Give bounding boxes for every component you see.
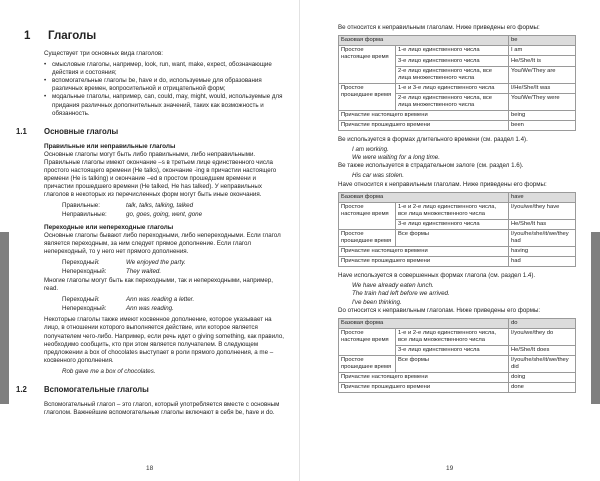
table-cell: 2-е лицо единственного числа, все лица множественного числа bbox=[396, 93, 509, 110]
section-1-2 bbox=[24, 401, 284, 417]
table-cell: Базовая форма bbox=[339, 192, 509, 202]
paragraph: Be используется в формах длительного времени (см. раздел 1.4). bbox=[338, 136, 528, 144]
example-row bbox=[62, 268, 284, 276]
table-cell: Причастие настоящего времени bbox=[339, 246, 509, 256]
table-cell: I/He/She/It was bbox=[509, 83, 576, 93]
paragraph: Have используется в совершенных формах глагола (см. раздел 1.4). bbox=[338, 272, 536, 280]
example-sentence: The train had left before we arrived. bbox=[352, 290, 450, 298]
table-cell: Причастие прошедшего времени bbox=[339, 257, 509, 267]
section-heading-1-2 bbox=[16, 385, 284, 394]
example-row bbox=[62, 211, 284, 219]
section-1-1 bbox=[24, 143, 284, 376]
paragraph: Be также используется в страдательном залоге (см. раздел 1.6). bbox=[338, 162, 524, 170]
table-cell: You/We/They are bbox=[509, 66, 576, 83]
example-sentence: We were waiting for a long time. bbox=[352, 154, 440, 162]
section-heading-1-1 bbox=[16, 127, 284, 136]
table-cell: Простое прошедшее время bbox=[339, 356, 396, 373]
table-cell: had bbox=[509, 257, 576, 267]
table-cell: He/She/It does bbox=[509, 345, 576, 355]
table-cell: Причастие прошедшего времени bbox=[339, 120, 509, 130]
example-row bbox=[62, 259, 284, 267]
section-title: Вспомогательные глаголы bbox=[44, 385, 149, 394]
table-row bbox=[339, 257, 576, 267]
chapter-number: 1 bbox=[24, 30, 31, 42]
example-sentence: We have already eaten lunch. bbox=[352, 282, 434, 290]
section-title: Основные глаголы bbox=[44, 126, 119, 136]
paragraph: Основные глаголы могут быть либо правильными, либо неправильными. Правильные глаголы имеют окончание –s в третьем лице единственного числа простого настоящего времени (He talks), окончание -ing в причастии настоящего времени (He is talking) и окончание –ed в простом прошедшем времени и причастии прошедшего времени (He talked, He has talked). У неправильных глаголов в некоторых из перечисленных форм могут быть иные окончания. bbox=[44, 150, 277, 199]
table-cell: Простое настоящее время bbox=[339, 328, 396, 355]
table-cell: Простое настоящее время bbox=[339, 202, 396, 229]
example-label: Неправильные: bbox=[62, 211, 107, 219]
example-sentence: I am working. bbox=[352, 146, 389, 154]
table-row bbox=[339, 110, 576, 120]
table-row bbox=[339, 356, 576, 373]
table-cell: 1-е и 2-е лицо единственного числа, все лица множественного числа bbox=[396, 202, 509, 219]
table-row bbox=[339, 120, 576, 130]
table-row bbox=[339, 83, 576, 93]
be-intro: Be относится к неправильным глаголам. Ниже приведены его формы: bbox=[338, 24, 540, 31]
table-cell: Простое прошедшее время bbox=[339, 229, 396, 246]
list-item: • смысловые глаголы, например, look, run, want, make, expect, обозначающие действия и состояния; bbox=[44, 61, 284, 77]
list-item: • модальные глаголы, например, can, could, may, might, would, используемые для придания различных дополнительных значений, таких как возможность и обязанность. bbox=[44, 93, 284, 117]
list-item: • вспомогательные глаголы be, have и do, используемые для образования различных времен, вопросительной и отрицательной форм; bbox=[44, 77, 284, 93]
table-cell: be bbox=[509, 36, 576, 46]
section-number: 1.1 bbox=[16, 126, 27, 136]
table-cell: been bbox=[509, 120, 576, 130]
table-cell: I/you/we/they do bbox=[509, 328, 576, 345]
table-cell: doing bbox=[509, 373, 576, 383]
table-cell: have bbox=[509, 192, 576, 202]
chapter-title: Глаголы bbox=[48, 30, 97, 42]
chapter-intro bbox=[24, 50, 284, 118]
table-row bbox=[339, 46, 576, 56]
example-row bbox=[62, 305, 284, 313]
table-cell: I/you/he/she/it/we/they had bbox=[509, 229, 576, 246]
example-value: go, goes, going, went, gone bbox=[126, 211, 203, 219]
table-row bbox=[339, 318, 576, 328]
table-cell: Базовая форма bbox=[339, 318, 509, 328]
table-cell: I/you/we/they have bbox=[509, 202, 576, 219]
table-cell: I am bbox=[509, 46, 576, 56]
table-cell: He/She/It has bbox=[509, 219, 576, 229]
table-cell: I/you/he/she/it/we/they did bbox=[509, 356, 576, 373]
have-intro: Have относится к неправильным глаголам. Ниже приведены его формы: bbox=[338, 180, 547, 188]
table-cell: 1-е и 2-е лицо единственного числа, все лица множественного числа bbox=[396, 328, 509, 345]
example-value: talk, talks, talking, talked bbox=[126, 202, 194, 210]
do-forms-table bbox=[338, 318, 576, 394]
page-number: 18 bbox=[146, 465, 154, 472]
subheading: Переходные или непереходные глаголы bbox=[44, 223, 174, 231]
table-cell: 3-е лицо единственного числа bbox=[396, 56, 509, 66]
example-label: Переходный: bbox=[62, 296, 100, 304]
example-row bbox=[62, 296, 284, 304]
table-cell: do bbox=[509, 318, 576, 328]
table-cell: having bbox=[509, 246, 576, 256]
verb-types-list bbox=[44, 61, 284, 118]
table-row bbox=[339, 229, 576, 246]
paragraph: Вспомогательный глагол – это глагол, который употребляется вместе с основным глаголом. Важнейшие вспомогательные глаголы включают в себя be, have и do. bbox=[44, 401, 280, 417]
do-intro: Do относится к неправильным глаголам. Ниже приведены его формы: bbox=[338, 306, 541, 314]
page-number: 19 bbox=[446, 465, 454, 472]
subheading: Правильные или неправильные глаголы bbox=[44, 142, 176, 150]
paragraph: Основные глаголы бывают либо переходными, либо непереходными. Если глагол является переходным, за ним следует прямое дополнение. Если глагол непереходный, то у него нет прямого дополнения. bbox=[44, 231, 281, 255]
table-cell: 1-е лицо единственного числа bbox=[396, 46, 509, 56]
table-row bbox=[339, 246, 576, 256]
chapter-heading bbox=[24, 30, 284, 42]
table-row bbox=[339, 373, 576, 383]
table-cell: being bbox=[509, 110, 576, 120]
table-cell: Простое настоящее время bbox=[339, 46, 396, 83]
table-cell: Причастие настоящего времени bbox=[339, 373, 509, 383]
table-row bbox=[339, 192, 576, 202]
table-row bbox=[339, 328, 576, 345]
table-cell: Причастие прошедшего времени bbox=[339, 383, 509, 393]
example-label: Правильные: bbox=[62, 202, 100, 210]
intro-text: Существует три основных вида глаголов: bbox=[44, 50, 163, 57]
example-value: We enjoyed the party. bbox=[126, 258, 186, 266]
table-row bbox=[339, 202, 576, 219]
table-cell: Причастие настоящего времени bbox=[339, 110, 509, 120]
table-cell: You/We/They were bbox=[509, 93, 576, 110]
example-sentence: I've been thinking. bbox=[352, 298, 402, 306]
table-cell: 3-е лицо единственного числа bbox=[396, 345, 509, 355]
table-cell: 1-е и 3-е лицо единственного числа bbox=[396, 83, 509, 93]
example-sentence: His car was stolen. bbox=[352, 172, 404, 180]
have-forms-table bbox=[338, 192, 576, 268]
table-cell: Все формы bbox=[396, 229, 509, 246]
example-row bbox=[62, 202, 284, 210]
table-row bbox=[339, 36, 576, 46]
example-value: Ann was reading. bbox=[126, 305, 174, 313]
table-cell: Базовая форма bbox=[339, 36, 509, 46]
example-label: Переходный: bbox=[62, 258, 100, 266]
table-cell: done bbox=[509, 383, 576, 393]
example-label: Непереходный: bbox=[62, 305, 107, 313]
table-cell: 3-е лицо единственного числа bbox=[396, 219, 509, 229]
section-number: 1.2 bbox=[16, 385, 27, 394]
paragraph: Некоторые глаголы также имеют косвенное дополнение, которое указывает на лицо, в отношении которого выполняется действие, или которое является получателем чего-либо. Например, если речь идет о giving something, как правило, необходимо сообщить, кто при этом является получателем. В следующем предложении a box of chocolates выступает в роли прямого дополнения, а me – косвенного дополнения. bbox=[44, 316, 284, 364]
example-sentence: Rob gave me a box of chocolates. bbox=[62, 367, 156, 375]
example-value: Ann was reading a letter. bbox=[126, 296, 195, 304]
table-cell: 2-е лицо единственного числа, все лица множественного числа bbox=[396, 66, 509, 83]
table-cell: Все формы bbox=[396, 356, 509, 373]
example-label: Непереходный: bbox=[62, 267, 107, 275]
paragraph: Многие глаголы могут быть как переходными, так и непереходными, например, read. bbox=[44, 276, 273, 293]
right-page bbox=[300, 0, 600, 481]
table-row bbox=[339, 383, 576, 393]
be-forms-table bbox=[338, 35, 576, 131]
table-cell: Простое прошедшее время bbox=[339, 83, 396, 110]
table-cell: He/She/It is bbox=[509, 56, 576, 66]
example-value: They waited. bbox=[126, 267, 162, 275]
